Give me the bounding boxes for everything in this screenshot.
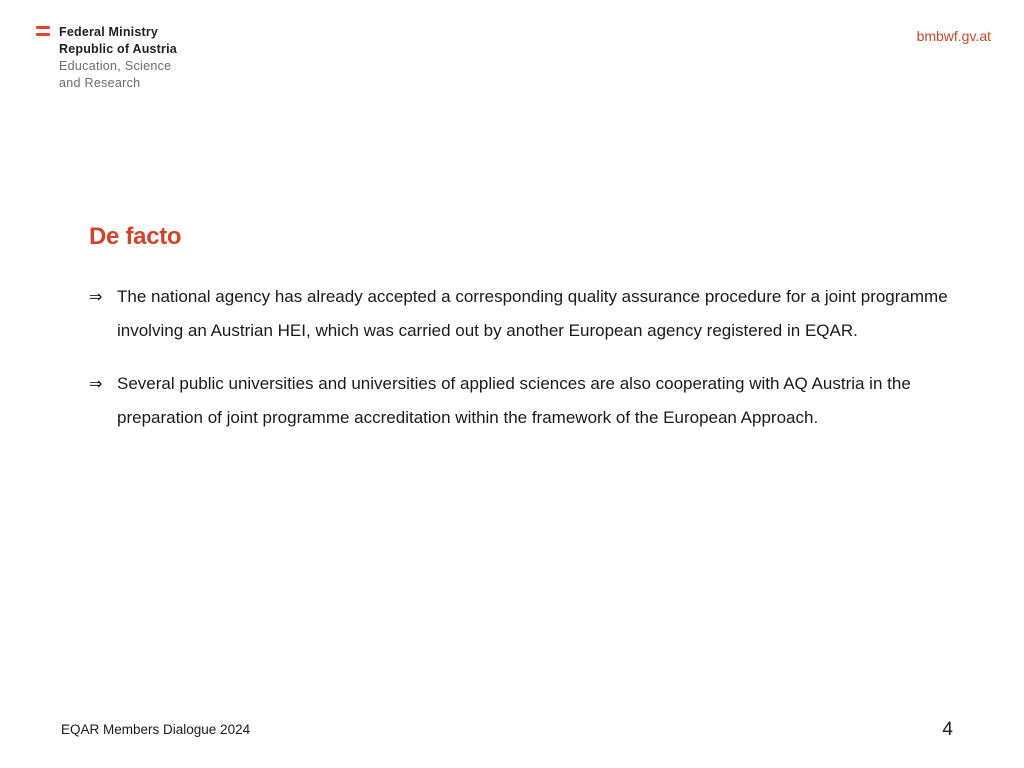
double-arrow-right-icon: ⇒ (89, 374, 103, 393)
bullet-item (89, 367, 969, 435)
austrian-flag-icon (36, 26, 50, 36)
logo-line-republic: Republic of Austria (59, 42, 177, 56)
page-number: 4 (942, 719, 953, 740)
logo-line-ministry: Federal Ministry (59, 25, 159, 39)
bullet-item (89, 280, 969, 348)
slide-title: De facto (89, 223, 182, 250)
double-arrow-right-icon: ⇒ (89, 287, 103, 306)
logo-text (59, 24, 177, 92)
site-url-link[interactable]: bmbwf.gv.at (916, 28, 991, 44)
logo-line-education: Education, Science (59, 59, 172, 73)
logo-line-research: and Research (59, 76, 141, 90)
bullet-text: The national agency has already accepted a corresponding quality assurance procedure for a joint programme involving an Austrian HEI, which was carried out by another European agency registered in EQAR. (117, 287, 948, 340)
bullet-list (89, 280, 969, 454)
footer-event-name: EQAR Members Dialogue 2024 (61, 722, 251, 737)
bullet-text: Several public universities and universities of applied sciences are also cooperating with AQ Austria in the preparation of joint programme accreditation within the framework of the European Approach. (117, 374, 911, 427)
